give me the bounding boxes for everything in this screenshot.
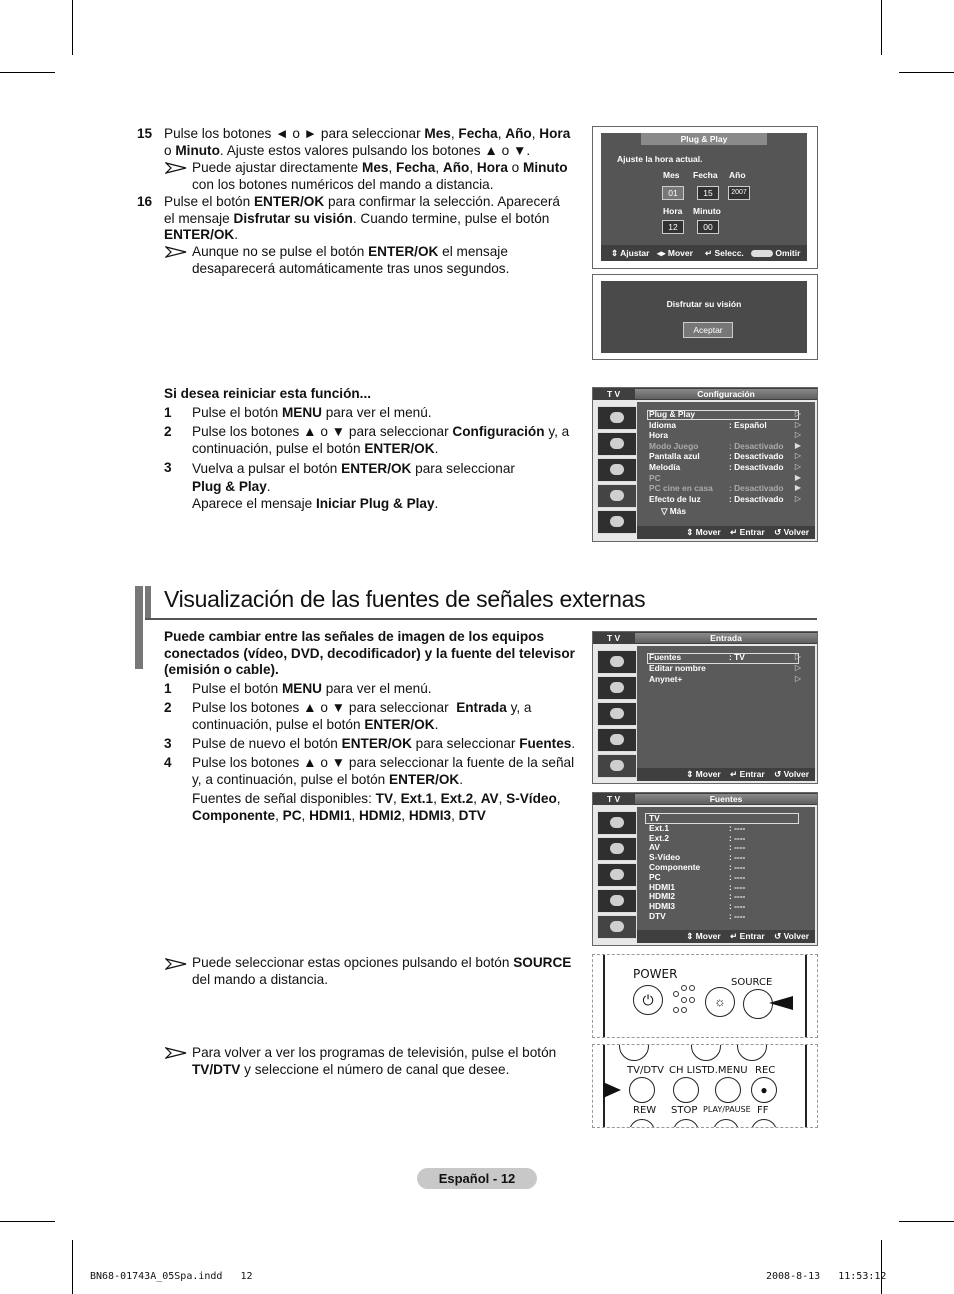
menu-item[interactable] <box>649 419 767 430</box>
value-mes[interactable]: 01 <box>662 186 684 200</box>
input-menu-screen <box>592 631 818 784</box>
reset-heading: Si desea reiniciar esta función... <box>164 386 372 401</box>
menu-item-label: Pantalla azul <box>649 451 700 462</box>
value-fecha[interactable]: 15 <box>697 186 719 200</box>
note-text: Puede seleccionar estas opciones pulsando el botón SOURCE del mando a distancia. <box>192 955 572 987</box>
menu-body <box>637 646 815 769</box>
menu-item[interactable] <box>649 832 746 843</box>
setup-icon[interactable] <box>597 889 637 913</box>
step-text: Pulse el botón ENTER/OK para confirmar la selección. Aparecerá el mensaje Disfrutar su visión. Cuando termine, pulse el botón ENTER/OK. <box>164 194 560 243</box>
value-hora[interactable]: 12 <box>662 220 684 234</box>
menu-item-value: : Desactivado <box>729 451 784 462</box>
menu-item[interactable] <box>649 813 660 823</box>
menu-item[interactable] <box>649 473 661 483</box>
menu-sidebar <box>595 807 637 931</box>
rec-button[interactable]: ● <box>751 1077 777 1103</box>
label-minuto: Minuto <box>693 206 721 216</box>
more-item[interactable]: ▽ Más <box>661 506 687 516</box>
menu-item-label: Ext.1 <box>649 822 670 833</box>
power-label: POWER <box>633 967 678 981</box>
submenu-arrow-icon: ▷ <box>794 430 801 440</box>
skip-hint <box>751 245 800 261</box>
pointer-arrow-icon <box>769 996 793 1010</box>
accept-button[interactable]: Aceptar <box>683 322 733 338</box>
select-hint: ↵ Selecc. <box>705 248 744 258</box>
menu-item-label: Fuentes <box>649 652 682 662</box>
menu-item-label: TV <box>649 813 660 823</box>
menu-item-value: : Español <box>729 419 767 430</box>
menu-item-label: Efecto de luz <box>649 493 701 504</box>
plug-play-footer <box>601 245 807 261</box>
input-icon[interactable] <box>597 915 637 939</box>
menu-item-value: : ---- <box>729 891 746 902</box>
menu-item-label: HDMI1 <box>649 881 676 892</box>
menu-item[interactable] <box>649 891 746 902</box>
note-text: Aunque no se pulse el botón ENTER/OK el mensaje desaparecerá automáticamente tras unos segundos. <box>192 244 510 276</box>
channel-icon[interactable] <box>597 702 637 726</box>
submenu-arrow-icon: ▶ <box>794 472 801 482</box>
input-icon[interactable] <box>597 510 637 534</box>
submenu-arrow-icon: ▷ <box>794 674 801 683</box>
menu-sidebar <box>595 402 637 527</box>
bulb-button[interactable]: ☼ <box>705 987 735 1017</box>
move-label: Mover <box>695 769 721 779</box>
note-text: Puede ajustar directamente Mes, Fecha, Año, Hora o Minuto con los botones numéricos del mando a distancia. <box>192 160 568 192</box>
section-title: Visualización de las fuentes de señales externas <box>164 586 646 612</box>
value-minuto[interactable]: 00 <box>697 220 719 234</box>
menu-item[interactable] <box>649 911 746 921</box>
enjoy-message: Disfrutar su visión <box>666 299 742 309</box>
menu-item-label: S-Vídeo <box>649 852 681 863</box>
note-arrow-icon <box>165 1047 187 1059</box>
menu-header <box>593 793 817 805</box>
crop-mark <box>72 1240 73 1294</box>
note-arrow-icon <box>165 162 187 174</box>
menu-header <box>593 388 817 400</box>
menu-item-value: : Desactivado <box>729 462 784 472</box>
step-text: Pulse los botones ◄ o ► para seleccionar Mes, Fecha, Año, Hora o Minuto. Ajuste estos valores pulsando los botones ▲ o ▼. <box>164 126 571 158</box>
power-button[interactable]: ⏻ <box>633 985 663 1015</box>
dmenu-button[interactable] <box>715 1077 741 1103</box>
crop-mark <box>899 72 954 73</box>
remote-tvdtv-figure <box>592 1044 818 1128</box>
move-label: Mover <box>695 931 721 941</box>
menu-item-value: : TV <box>729 652 745 662</box>
crop-mark <box>881 0 882 55</box>
chlist-label: CH LIST <box>669 1065 708 1076</box>
section-bar-icon <box>145 586 151 619</box>
move-hint: ◂▸ Mover <box>657 248 693 258</box>
source-label: SOURCE <box>731 977 773 988</box>
rew-label: REW <box>633 1105 657 1116</box>
move-label: Mover <box>695 527 721 537</box>
return-label: Volver <box>783 931 809 941</box>
menu-item[interactable] <box>649 842 746 853</box>
menu-item-label: Melodía <box>649 462 681 472</box>
menu-item-label: DTV <box>649 911 666 921</box>
menu-item[interactable] <box>649 674 682 684</box>
move-label: Mover <box>667 248 693 258</box>
select-label: Selecc. <box>714 248 744 258</box>
menu-item[interactable] <box>649 862 746 872</box>
label-mes: Mes <box>663 170 680 180</box>
menu-item[interactable] <box>649 483 784 494</box>
picture-icon[interactable] <box>597 811 637 835</box>
menu-item[interactable] <box>649 871 746 882</box>
sound-icon[interactable] <box>597 837 637 861</box>
step-text: Vuelva a pulsar el botón ENTER/OK para seleccionar Plug & Play. Aparece el mensaje Iniciar Plug & Play. <box>192 461 515 511</box>
crop-mark <box>899 1221 954 1222</box>
enter-label: Entrar <box>739 769 765 779</box>
crop-mark <box>72 0 73 55</box>
tv-label: T V <box>607 794 621 804</box>
menu-item-label: HDMI3 <box>649 901 676 912</box>
submenu-arrow-icon: ▷ <box>794 493 801 503</box>
return-label: Volver <box>783 527 809 537</box>
sound-icon[interactable] <box>597 432 637 456</box>
menu-item-value: : Desactivado <box>729 493 784 504</box>
menu-item[interactable] <box>649 652 745 662</box>
step-number: 2 <box>164 700 172 715</box>
tvdtv-button[interactable] <box>629 1077 655 1103</box>
submenu-arrow-icon: ▷ <box>794 409 801 418</box>
enter-label: Entrar <box>739 527 765 537</box>
value-anio[interactable]: 2007 <box>728 186 750 200</box>
tvdtv-label: TV/DTV <box>627 1065 664 1076</box>
section-bar-icon <box>135 586 143 669</box>
input-icon[interactable] <box>597 754 637 778</box>
crop-mark <box>0 1221 55 1222</box>
step-text: Pulse los botones ▲ o ▼ para seleccionar Configuración y, a continuación, pulse el botón ENTER/OK. <box>192 424 570 456</box>
setup-icon[interactable] <box>597 484 637 508</box>
menu-item[interactable] <box>649 852 746 863</box>
menu-item[interactable] <box>649 440 784 451</box>
menu-item-label: HDMI2 <box>649 891 676 902</box>
menu-footer: ⇕ Mover ↵ Entrar ↺ Volver <box>637 768 815 781</box>
menu-sidebar <box>595 646 637 769</box>
submenu-arrow-icon: ▷ <box>794 451 801 461</box>
menu-item-value: : ---- <box>729 862 746 872</box>
remote-source-figure <box>592 954 818 1038</box>
menu-header <box>593 632 817 644</box>
skip-label: Omitir <box>775 248 801 258</box>
step-number: 3 <box>164 736 172 751</box>
sources-menu-screen <box>592 792 818 946</box>
adjust-hint: ⇕ Ajustar <box>611 248 650 258</box>
setup-icon[interactable] <box>597 728 637 752</box>
submenu-arrow-icon: ▶ <box>794 483 801 493</box>
page-number-badge <box>417 1168 537 1189</box>
stop-label: STOP <box>671 1105 698 1116</box>
menu-item-label: Modo Juego <box>649 440 699 451</box>
step-number: 1 <box>164 681 172 696</box>
menu-item-label: PC <box>649 871 661 882</box>
menu-item-value: : ---- <box>729 901 746 912</box>
menu-item-value: : ---- <box>729 822 746 833</box>
submenu-arrow-icon: ▷ <box>794 419 801 429</box>
plug-play-title: Plug & Play <box>641 133 767 145</box>
step-text: Pulse el botón MENU para ver el menú. <box>192 405 432 420</box>
file-info: BN68-01743A_05Spa.indd 12 <box>90 1271 253 1282</box>
title-rule <box>145 618 817 620</box>
step-text: Pulse de nuevo el botón ENTER/OK para seleccionar Fuentes. <box>192 736 576 751</box>
menu-item-label: AV <box>649 842 661 853</box>
config-menu-screen <box>592 387 818 542</box>
menu-item-value: : ---- <box>729 852 746 863</box>
step-number: 15 <box>137 126 153 141</box>
plug-play-screen <box>592 126 818 269</box>
menu-item[interactable] <box>649 409 695 419</box>
step-number: 1 <box>164 405 172 420</box>
note-arrow-icon <box>165 958 187 970</box>
menu-item-value: : ---- <box>729 911 746 921</box>
print-date: 2008-8-13 11:53:12 <box>766 1271 887 1282</box>
menu-item[interactable] <box>649 462 784 472</box>
menu-item-label: PC <box>649 472 661 483</box>
step-number: 2 <box>164 424 172 439</box>
pointer-arrow-icon <box>603 1082 621 1098</box>
menu-item-value: : ---- <box>729 871 746 882</box>
note-text: Para volver a ver los programas de televisión, pulse el botón TV/DTV y seleccione el número de canal que desee. <box>192 1045 557 1077</box>
menu-item-value: : ---- <box>729 842 746 853</box>
picture-icon[interactable] <box>597 650 637 674</box>
submenu-arrow-icon: ▷ <box>794 462 801 471</box>
dmenu-icon <box>751 250 773 257</box>
submenu-arrow-icon: ▶ <box>794 440 801 450</box>
step-text: Pulse los botones ▲ o ▼ para seleccionar la fuente de la señal y, a continuación, pulse el botón ENTER/OK. Fuentes de señal disponibles: TV, Ext.1, Ext.2, AV, S-Vídeo, Componente, PC, HDMI1, HDMI2, HDMI3, DTV <box>192 755 575 823</box>
step-number: 3 <box>164 460 172 475</box>
step-text: Pulse el botón MENU para ver el menú. <box>192 681 432 696</box>
menu-item-value: : Desactivado <box>729 440 784 451</box>
tv-label: T V <box>607 633 621 643</box>
note-arrow-icon <box>165 246 187 258</box>
menu-item-label: Ext.2 <box>649 832 670 843</box>
menu-item-label: Componente <box>649 862 701 872</box>
menu-item-label: Editar nombre <box>649 663 706 673</box>
prompt: Ajuste la hora actual. <box>617 154 703 164</box>
menu-item-label: Anynet+ <box>649 674 683 684</box>
menu-title: Entrada <box>635 633 817 643</box>
menu-item[interactable] <box>649 451 784 462</box>
menu-item[interactable] <box>649 663 706 673</box>
tv-label: T V <box>607 389 621 399</box>
crop-mark <box>0 72 55 73</box>
enter-label: Entrar <box>739 931 765 941</box>
label-hora: Hora <box>663 206 683 216</box>
menu-footer: ⇕ Mover ↵ Entrar ↺ Volver <box>637 526 815 539</box>
page-number: Español - 12 <box>438 1171 516 1186</box>
menu-item-value: : ---- <box>729 881 746 892</box>
playpause-label: PLAY/PAUSE <box>703 1105 751 1114</box>
step-text: Pulse los botones ▲ o ▼ para seleccionar Entrada y, a continuación, pulse el botón ENTER/OK. <box>192 700 532 732</box>
menu-item-value: : Desactivado <box>729 483 784 494</box>
menu-body <box>637 402 815 527</box>
menu-item-label: PC cine en casa <box>649 483 713 494</box>
label-anio: Año <box>729 170 746 180</box>
adjust-label: Ajustar <box>620 248 650 258</box>
channel-icon[interactable] <box>597 863 637 887</box>
step-number: 4 <box>164 755 172 770</box>
dmenu-label: D.MENU <box>707 1065 748 1076</box>
menu-item[interactable] <box>649 881 746 892</box>
ff-label: FF <box>757 1105 769 1116</box>
rec-label: REC <box>755 1065 776 1076</box>
menu-body <box>637 807 815 931</box>
sound-icon[interactable] <box>597 676 637 700</box>
menu-item[interactable] <box>649 901 746 912</box>
intro-text: Puede cambiar entre las señales de imagen de los equipos conectados (vídeo, DVD, decodificador) y la fuente del televisor (emisión o cable). <box>164 629 575 678</box>
menu-item-label: Hora <box>649 430 669 441</box>
menu-item-label: Plug & Play <box>649 409 696 419</box>
enjoy-screen <box>592 274 818 360</box>
menu-footer: ⇕ Mover ↵ Entrar ↺ Volver <box>637 930 815 943</box>
menu-title: Fuentes <box>635 794 817 804</box>
submenu-arrow-icon: ▷ <box>794 663 801 672</box>
submenu-arrow-icon: ▷ <box>794 652 801 661</box>
label-fecha: Fecha <box>693 170 718 180</box>
menu-item[interactable] <box>649 822 746 833</box>
step-number: 16 <box>137 194 153 209</box>
picture-icon[interactable] <box>597 406 637 430</box>
channel-icon[interactable] <box>597 458 637 482</box>
return-label: Volver <box>783 769 809 779</box>
crop-mark <box>881 1240 882 1294</box>
menu-item-label: Idioma <box>649 419 676 430</box>
menu-title: Configuración <box>635 389 817 399</box>
menu-item-value: : ---- <box>729 832 746 843</box>
chlist-button[interactable] <box>673 1077 699 1103</box>
menu-item[interactable] <box>649 493 784 504</box>
indicator-dots <box>673 983 703 1013</box>
menu-item[interactable] <box>649 430 668 440</box>
